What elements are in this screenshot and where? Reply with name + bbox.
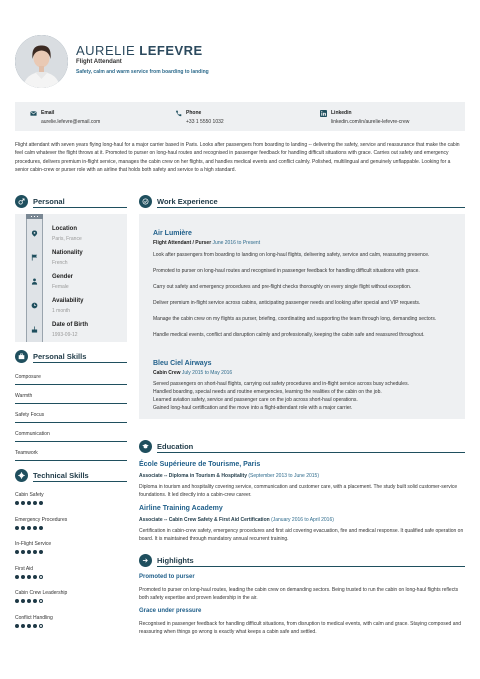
degree-name: Associate -- Cabin Crew Safety & First Aid Certification — [139, 517, 270, 523]
rating-dot-filled — [33, 575, 37, 579]
linkedin-label: Linkedin — [331, 110, 352, 116]
location-label: Location — [52, 226, 77, 232]
technical-skill-name: Cabin Safety — [15, 492, 44, 498]
education-divider — [157, 452, 465, 453]
dob-value: 1993-09-12 — [52, 332, 78, 338]
gear-icon — [18, 472, 25, 479]
school-name: École Supérieure de Tourisme, Paris — [139, 461, 261, 468]
job-dates: July 2015 to May 2016 — [181, 370, 233, 376]
highlight-description: Promoted to purser on long-haul routes, leading the cabin crew on demanding sectors. Being trusted to run the cabin on long-haul flights reflects both safety expertise and proven leadership in the air. — [139, 587, 459, 602]
rating-dot-filled — [33, 501, 37, 505]
email-link[interactable]: aurelie.lefevre@email.com — [41, 119, 101, 125]
tagline: Safety, calm and warm service from boarding to landing — [76, 69, 209, 75]
personal-skill-name: Safety Focus — [15, 412, 45, 418]
briefcase-icon — [18, 353, 25, 360]
personal-gender — [15, 272, 127, 296]
technical-skill-name: First Aid — [15, 565, 34, 572]
rating-dot-empty — [39, 575, 43, 579]
envelope-icon — [30, 110, 37, 117]
flag-icon — [31, 254, 38, 261]
personal-nationality — [15, 248, 127, 272]
email-label: Email — [41, 110, 55, 116]
employment-meta — [153, 370, 232, 376]
gender-badge — [15, 195, 28, 208]
resume-header — [15, 35, 465, 90]
skill-underline — [15, 403, 127, 404]
technical-skills-title: Technical Skills — [33, 471, 89, 480]
job-role: Flight Attendant / Purser — [153, 240, 212, 246]
employer-name: Bleu Ciel Airways — [153, 360, 212, 367]
technical-skill-item — [15, 590, 127, 610]
education-title: Education — [157, 442, 194, 451]
rating-dot-filled — [15, 526, 19, 530]
card-top-tab — [26, 214, 43, 219]
technical-skill-item — [15, 517, 127, 537]
rating-dot-filled — [21, 550, 25, 554]
rating-dot-filled — [39, 501, 43, 505]
professional-summary: Flight attendant with seven years flying long-haul for a major carrier based in Paris. Looks after passengers from boarding to landing -- delivering the safety, service and reassurance that make the cabin feel calm whatever the flight throws at it. Promoted to purser on long-haul routes and recognised in passenger feedback for handling difficult situations with grace. Carries out safety and emergency procedures, delivers premium in-flight service, manages the cabin crew on her flights, and handles medical events and conflict calmly. Polished, multilingual and genuinely unflappable. Looking for a senior cabin-crew or purser role with an airline that holds both safety and service to a high standard. — [15, 142, 460, 173]
location-value: Paris, France — [52, 236, 82, 242]
degree-name: Associate -- Diploma in Tourism & Hospitality — [139, 473, 247, 479]
full-name — [76, 43, 203, 58]
rating-dot-filled — [21, 501, 25, 505]
school-name: Airline Training Academy — [139, 505, 223, 512]
employment-meta — [153, 240, 260, 246]
rating-dot-filled — [15, 575, 19, 579]
work-bullet: Promoted to purser on long-haul routes and recognised in passenger feedback for handling difficult situations with grace. — [153, 268, 420, 274]
graduation-cap-icon — [142, 443, 149, 450]
highlight-description: Recognised in passenger feedback for handling difficult situations, from disruption to medical events, with calm and grace. Staying composed and reassuring when things go wrong is exactly what keeps a cabin safe and settled. — [139, 621, 462, 636]
rating-dot-filled — [33, 526, 37, 530]
technical-skill-item — [15, 492, 127, 512]
personal-title: Personal — [33, 197, 65, 206]
work-bullet: Deliver premium in-flight service across cabins, anticipating passenger needs and looking after special and VIP requests. — [153, 300, 421, 306]
work-experience-card — [139, 214, 465, 419]
work-bullet: Gained long-haul certification and the move into a flight-attendant role with a major carrier. — [153, 405, 353, 411]
job-role: Cabin Crew — [153, 370, 181, 376]
rating-dot-filled — [15, 599, 19, 603]
rating-dot-filled — [21, 599, 25, 603]
work-divider — [157, 207, 465, 208]
highlights-badge — [139, 554, 152, 567]
check-circle-icon — [142, 198, 149, 205]
person-icon — [31, 278, 38, 285]
skill-underline — [15, 441, 127, 442]
personal-divider — [33, 207, 127, 208]
personal-skills-badge — [15, 350, 28, 363]
job-dates: June 2016 to Present — [212, 240, 261, 246]
person-photo-icon — [15, 35, 68, 88]
technical-skill-item — [15, 566, 127, 586]
rating-dot-filled — [27, 599, 31, 603]
rating-dot-filled — [27, 526, 31, 530]
first-name: AURELIE — [76, 43, 136, 58]
rating-dot-filled — [21, 526, 25, 530]
gender-label: Gender — [52, 274, 74, 280]
skill-underline — [15, 460, 127, 461]
degree-meta — [139, 517, 334, 523]
personal-skills-divider — [33, 362, 127, 363]
work-bullet: Handled boarding, special needs and routine emergencies, learning the realities of the cabin on the job. — [153, 389, 382, 395]
rating-dot-empty — [39, 624, 43, 628]
rating-dot-filled — [27, 575, 31, 579]
personal-date-of-birth — [15, 320, 127, 344]
rating-dot-filled — [27, 550, 31, 554]
work-bullet: Manage the cabin crew on my flights as purser, briefing, coordinating and supporting the team through long, demanding sectors. — [153, 316, 437, 322]
dob-label: Date of Birth — [52, 322, 88, 328]
highlight-title: Promoted to purser — [139, 574, 195, 580]
linkedin-link[interactable]: linkedin.com/in/aurelie-lefevre-crew — [331, 119, 410, 125]
work-badge — [139, 195, 152, 208]
personal-skill-name: Composure — [15, 374, 41, 380]
skill-underline — [15, 384, 127, 385]
degree-dates: (September 2013 to June 2015) — [248, 473, 319, 479]
personal-skill-name: Teamwork — [15, 450, 38, 456]
personal-location — [15, 224, 127, 248]
technical-skill-name: Cabin Crew Leadership — [15, 590, 68, 596]
technical-skill-name: In-Flight Service — [15, 541, 52, 547]
highlight-title: Grace under pressure — [139, 608, 202, 614]
rating-dot-empty — [39, 599, 43, 603]
rating-dot-filled — [39, 526, 43, 530]
arrow-right-icon — [142, 557, 149, 564]
technical-skill-item — [15, 615, 127, 635]
degree-description: Diploma in tourism and hospitality covering service, communication and customer care, with a placement. The study built solid customer-service foundations. It led directly into a cabin-crew career. — [139, 484, 458, 499]
work-bullet: Handle medical events, conflict and disruption calmly and professionally, keeping the cabin safe and reassured throughout. — [153, 332, 425, 338]
degree-description: Certification in cabin-crew safety, emergency procedures and first aid covering evacuation, fire and medical response. It qualified safe operation on board. It is maintained through mandatory annual recurrent training. — [139, 528, 464, 543]
clock-icon — [31, 302, 38, 309]
gender-icon — [18, 198, 25, 205]
cake-icon — [31, 326, 38, 333]
profile-photo — [15, 35, 68, 88]
personal-availability — [15, 296, 127, 320]
highlights-title: Highlights — [157, 556, 194, 565]
rating-dot-filled — [21, 624, 25, 628]
technical-skill-item — [15, 541, 127, 561]
work-bullet: Look after passengers from boarding to landing on long-haul flights, delivering safety, service and calm, reassuring presence. — [153, 252, 430, 258]
availability-value: 1 month — [52, 308, 71, 314]
rating-dot-filled — [39, 550, 43, 554]
degree-dates: (January 2016 to April 2016) — [271, 517, 334, 523]
personal-details-card — [15, 214, 127, 342]
rating-dot-filled — [15, 501, 19, 505]
rating-dot-filled — [21, 575, 25, 579]
rating-dot-filled — [15, 624, 19, 628]
job-title: Flight Attendant — [76, 59, 122, 65]
personal-skills-title: Personal Skills — [33, 352, 87, 361]
technical-skills-badge — [15, 469, 28, 482]
availability-label: Availability — [52, 298, 84, 304]
phone-label: Phone — [186, 110, 202, 116]
technical-skill-name: Emergency Procedures — [15, 516, 68, 523]
rating-dot-filled — [27, 501, 31, 505]
gender-value: Female — [52, 284, 69, 290]
work-bullet: Carry out safety and emergency procedures and pre-flight checks thoroughly on every single flight without exception. — [153, 284, 412, 290]
linkedin-icon — [320, 110, 327, 117]
last-name: LEFEVRE — [139, 43, 203, 58]
work-bullet: Learned aviation safety, service and passenger care on the job across short-haul operations. — [153, 397, 358, 403]
skill-underline — [15, 422, 127, 423]
rating-dot-filled — [27, 624, 31, 628]
contact-bar — [15, 102, 465, 131]
map-pin-icon — [31, 230, 38, 237]
personal-skill-name: Warmth — [15, 393, 33, 399]
nationality-label: Nationality — [52, 250, 83, 256]
phone-icon — [175, 110, 182, 117]
degree-meta — [139, 473, 319, 479]
work-bullet: Served passengers on short-haul flights, carrying out safety procedures and in-flight service across busy schedules. — [153, 381, 409, 387]
phone-link[interactable]: +33 1 5550 1032 — [186, 119, 224, 125]
rating-dot-filled — [33, 624, 37, 628]
personal-skill-name: Communication — [15, 431, 50, 437]
employer-name: Air Lumière — [153, 230, 192, 237]
highlights-divider — [157, 566, 465, 567]
technical-skills-divider — [33, 481, 127, 482]
education-badge — [139, 440, 152, 453]
rating-dot-filled — [33, 599, 37, 603]
rating-dot-filled — [33, 550, 37, 554]
rating-dot-filled — [15, 550, 19, 554]
nationality-value: French — [52, 260, 68, 266]
technical-skill-name: Conflict Handling — [15, 614, 53, 621]
work-title: Work Experience — [157, 197, 218, 206]
